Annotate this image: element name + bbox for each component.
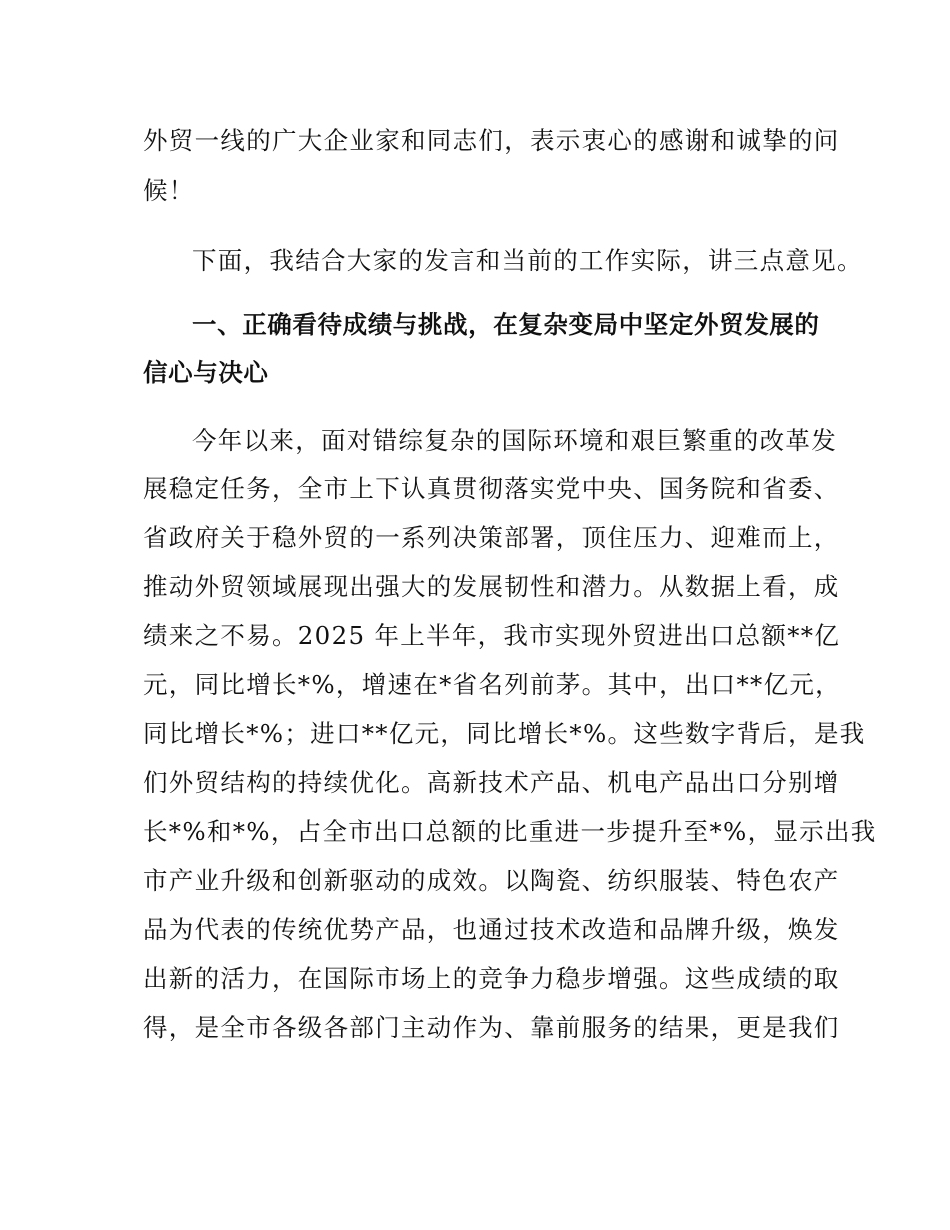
paragraph-line: 得，是全市各级各部门主动作为、靠前服务的结果，更是我们 <box>143 1013 840 1042</box>
paragraph-line: 长*%和*%，占全市出口总额的比重进一步提升至*%，显示出我 <box>143 817 877 846</box>
paragraph-line: 市产业升级和创新驱动的成效。以陶瓷、纺织服装、特色农产 <box>143 866 840 895</box>
paragraph-line: 们外贸结构的持续优化。高新技术产品、机电产品出口分别增 <box>143 768 840 797</box>
paragraph-line: 展稳定任务，全市上下认真贯彻落实党中央、国务院和省委、 <box>143 474 840 503</box>
paragraph-line: 省政府关于稳外贸的一系列决策部署，顶住压力、迎难而上， <box>143 523 840 552</box>
paragraph-line: 下面，我结合大家的发言和当前的工作实际，讲三点意见。 <box>192 246 863 275</box>
paragraph-line: 出新的活力，在国际市场上的竞争力稳步增强。这些成绩的取 <box>143 964 840 993</box>
paragraph-line: 今年以来，面对错综复杂的国际环境和艰巨繁重的改革发 <box>192 426 837 455</box>
paragraph-line: 候！ <box>143 176 195 205</box>
paragraph-line: 品为代表的传统优势产品，也通过技术改造和品牌升级，焕发 <box>143 915 840 944</box>
paragraph-line: 绩来之不易。2025 年上半年，我市实现外贸进出口总额**亿 <box>143 621 841 650</box>
paragraph-line: 推动外贸领域展现出强大的发展韧性和潜力。从数据上看，成 <box>143 572 840 601</box>
section-heading: 一、正确看待成绩与挑战，在复杂变局中坚定外贸发展的 <box>192 310 820 339</box>
paragraph-line: 同比增长*%；进口**亿元，同比增长*%。这些数字背后，是我 <box>143 719 866 748</box>
section-heading: 信心与决心 <box>143 358 269 387</box>
paragraph-line: 元，同比增长*%，增速在*省名列前茅。其中，出口**亿元， <box>143 670 841 699</box>
paragraph-line: 外贸一线的广大企业家和同志们，表示衷心的感谢和诚挚的问 <box>143 126 840 155</box>
